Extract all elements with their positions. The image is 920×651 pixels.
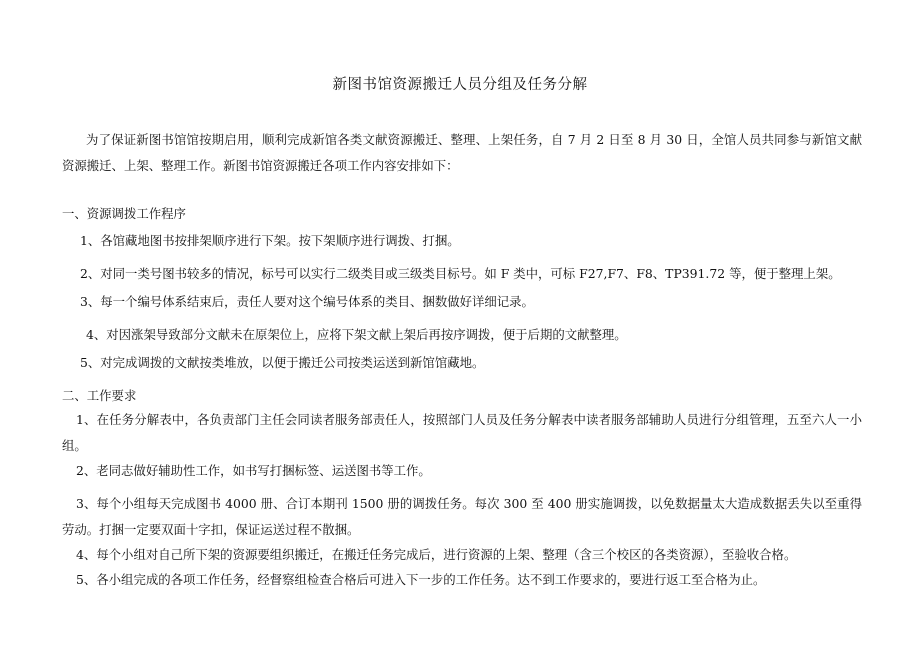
section-2-item-3: 3、每个小组每天完成图书 4000 册、合订本期刊 1500 册的调拨任务。每次 300 至 400 册实施调拨，以免数据量太大造成数据丢失以至重得劳动。打捆一定要双面十字扣，保证运送过程不散捆。 [62,496,862,537]
section-heading-2: 二、工作要求 [62,388,137,403]
section-1-item-3: 3、每一个编号体系结束后，责任人要对这个编号体系的类目、捆数做好详细记录。 [80,294,534,309]
section-2-item-5: 5、各小组完成的各项工作任务，经督察组检查合格后可进入下一步的工作任务。达不到工作要求的，要进行返工至合格为止。 [76,572,766,587]
section-1-item-2: 2、对同一类号图书较多的情况，标号可以实行二级类目或三级类目标号。如 F 类中，可标 F27,F7、F8、TP391.72 等，便于整理上架。 [80,266,841,281]
document-title: 新图书馆资源搬迁人员分组及任务分解 [332,77,588,93]
section-2-item-2: 2、老同志做好辅助性工作，如书写打捆标签、运送图书等工作。 [76,463,431,478]
section-1-item-1: 1、各馆藏地图书按排架顺序进行下架。按下架顺序进行调拨、打捆。 [80,233,460,248]
section-2-item-1: 1、在任务分解表中，各负责部门主任会同读者服务部责任人，按照部门人员及任务分解表中读者服务部辅助人员进行分组管理，五至六人一小组。 [62,412,862,453]
intro-paragraph: 为了保证新图书馆馆按期启用，顺利完成新馆各类文献资源搬迁、整理、上架任务，自 7 月 2 日至 8 月 30 日，全馆人员共同参与新馆文献资源搬迁、上架、整理工作。新图书馆资源搬迁各项工作内容安排如下： [62,132,862,173]
section-heading-1: 一、资源调拨工作程序 [62,206,186,221]
section-1-item-5: 5、对完成调拨的文献按类堆放，以便于搬迁公司按类运送到新馆馆藏地。 [80,355,485,370]
section-1-item-4: 4、对因涨架导致部分文献未在原架位上，应将下架文献上架后再按序调拨，便于后期的文献整理。 [86,327,627,342]
section-2-item-4: 4、每个小组对自己所下架的资源要组织搬迁，在搬迁任务完成后，进行资源的上架、整理（含三个校区的各类资源），至验收合格。 [76,547,797,562]
